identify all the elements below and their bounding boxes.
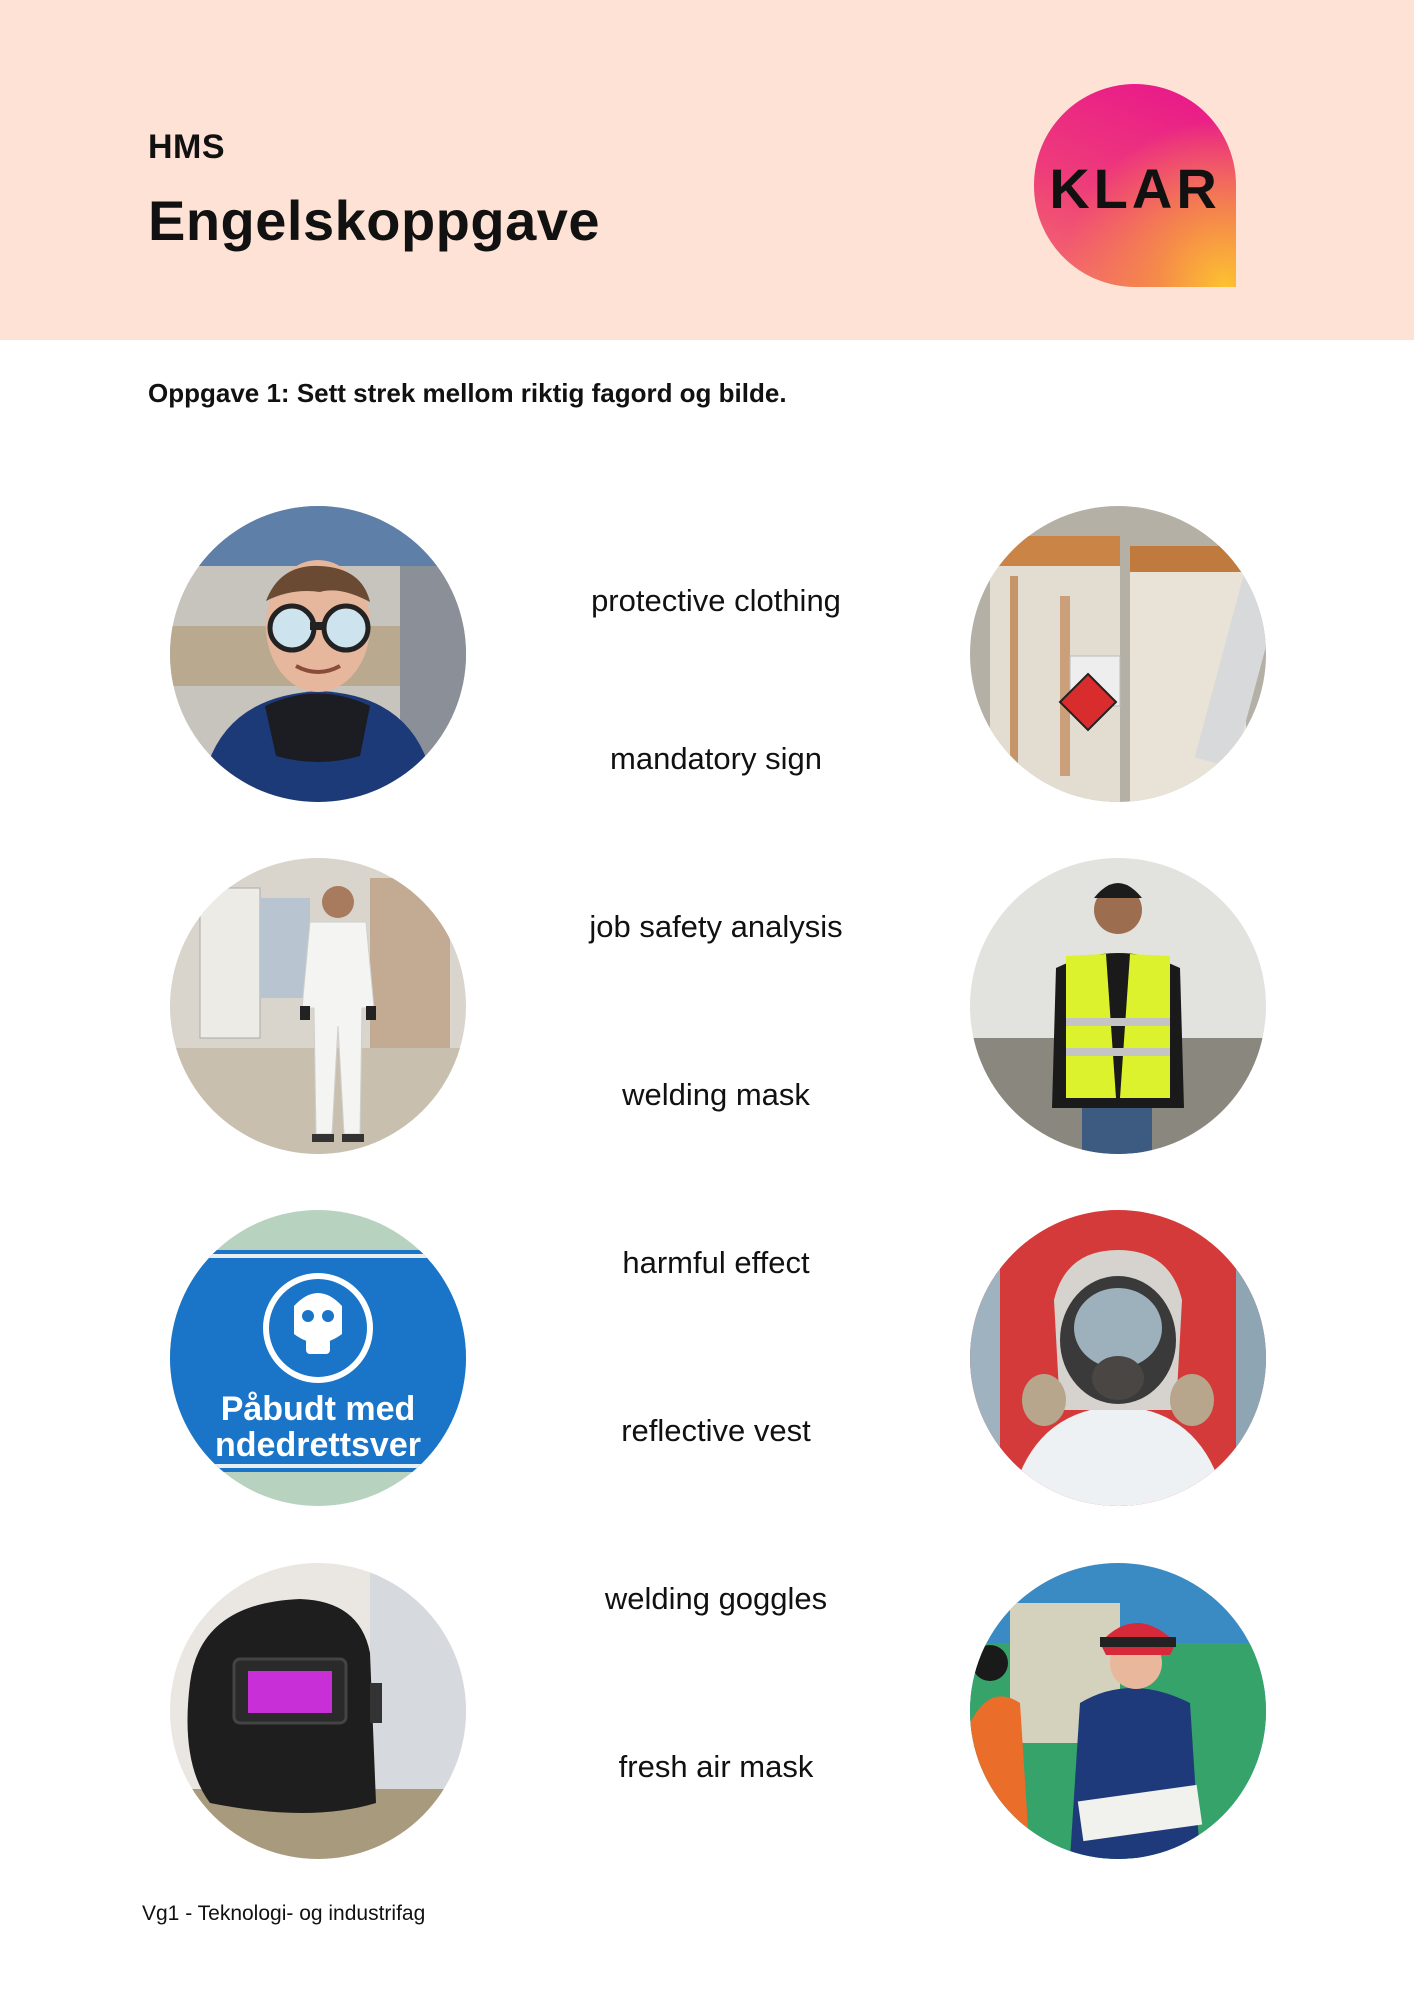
photo-reflective-vest (970, 858, 1266, 1154)
photo-fresh-air-mask (970, 1210, 1266, 1506)
page-title: Engelskoppgave (148, 189, 601, 252)
term-item: fresh air mask (618, 1749, 814, 1784)
task-instruction: Oppgave 1: Sett strek mellom riktig fagord og bilde. (148, 378, 787, 408)
term-item: job safety analysis (589, 909, 843, 944)
photo-job-safety-analysis (970, 1563, 1266, 1859)
footer-text: Vg1 - Teknologi- og industrifag (142, 1902, 426, 1925)
subject-label: HMS (148, 128, 226, 166)
photo-harmful-effect-barrels (970, 506, 1266, 802)
term-item: reflective vest (621, 1413, 811, 1448)
photo-mandatory-sign (170, 1210, 466, 1506)
photo-welding-goggles-student (170, 506, 466, 802)
sign-text-line2: ndedrettsver (215, 1426, 421, 1464)
photo-protective-clothing (170, 858, 466, 1154)
term-item: welding goggles (604, 1581, 828, 1616)
term-item: protective clothing (591, 583, 841, 618)
logo-text: KLAR (1049, 157, 1221, 220)
sign-text-line1: Påbudt med (220, 1390, 416, 1428)
klar-logo (1034, 84, 1236, 287)
term-item: harmful effect (622, 1245, 810, 1280)
header-banner (0, 0, 1414, 340)
term-item: welding mask (622, 1077, 810, 1112)
photo-welding-mask (170, 1563, 466, 1859)
term-item: mandatory sign (610, 741, 822, 776)
